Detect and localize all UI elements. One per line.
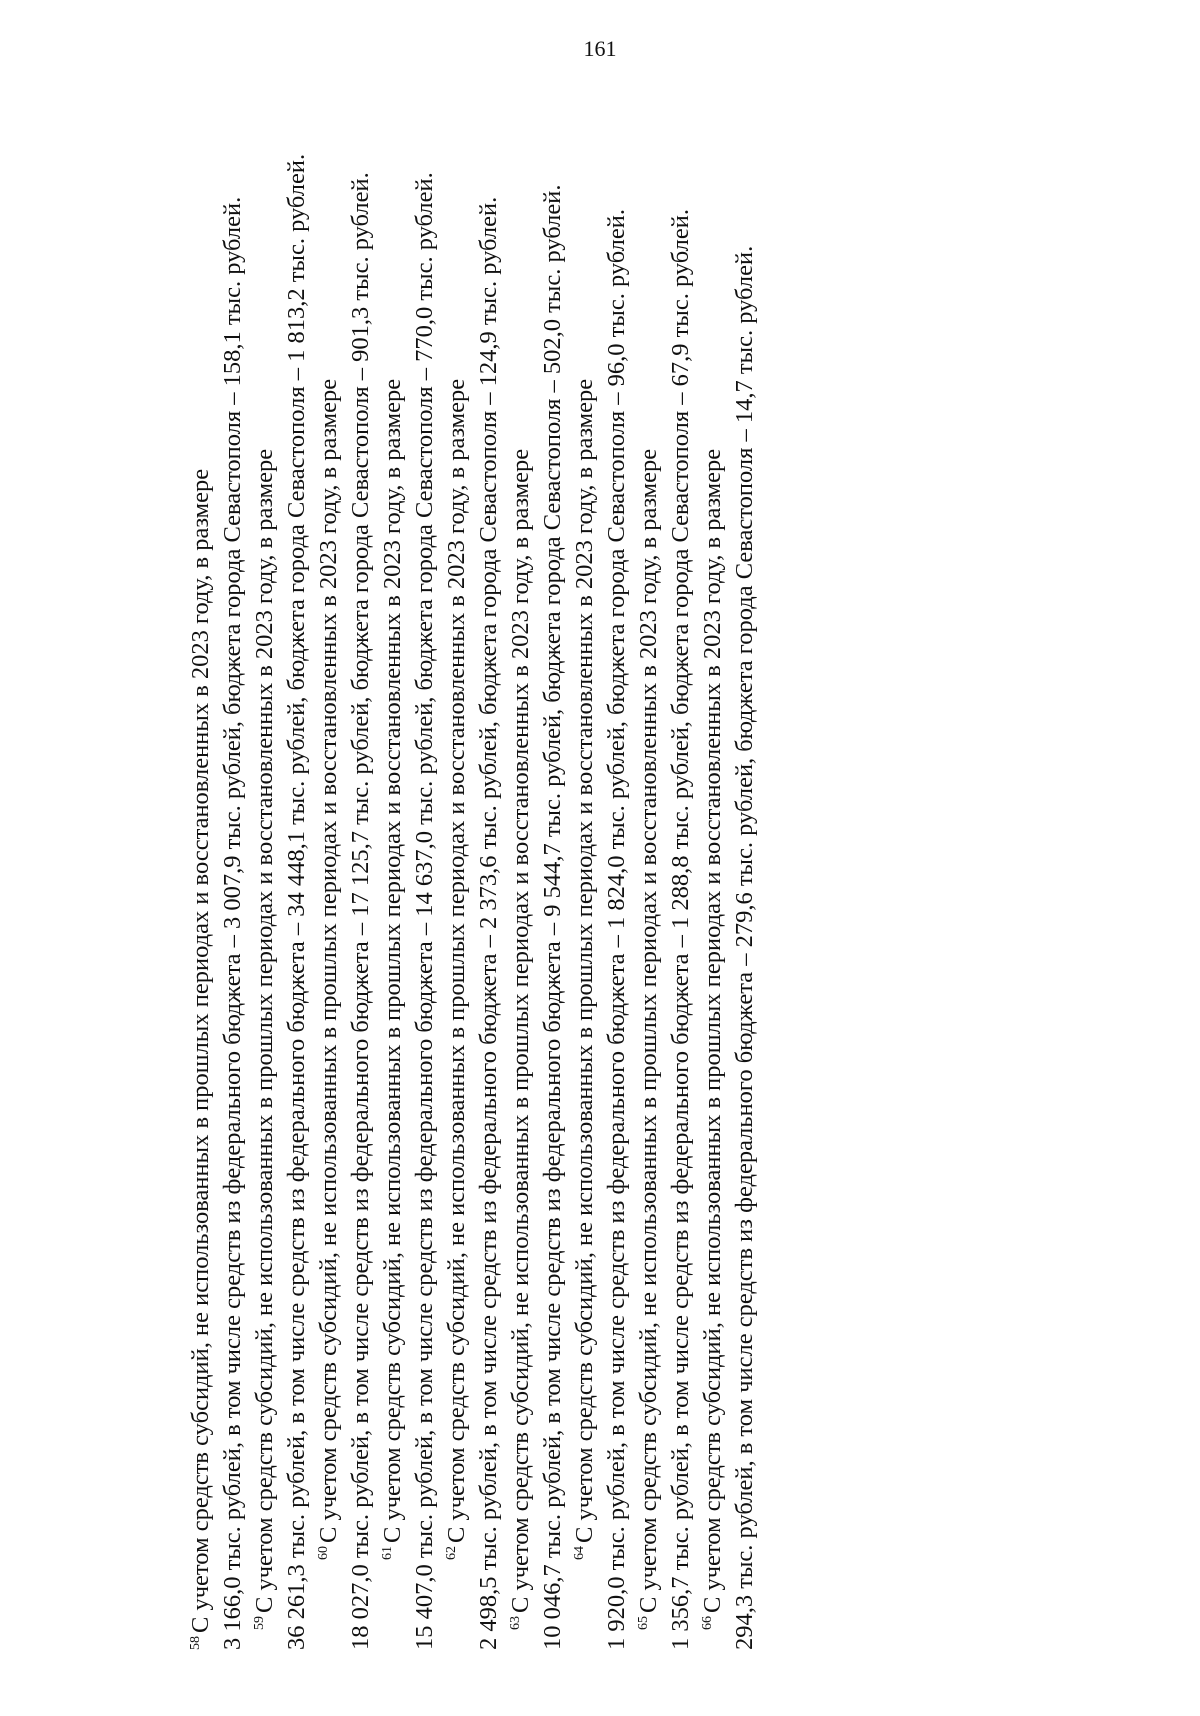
footnote-lead-text: С учетом средств субсидий, не использованных в прошлых периодах и восстановленных в 2023 году, в размере bbox=[443, 378, 470, 1543]
footnote-lead-text: С учетом средств субсидий, не использованных в прошлых периодах и восстановленных в 2023 году, в размере bbox=[635, 448, 662, 1613]
footnote-first-line bbox=[249, 110, 281, 1650]
footnote-lead-text: С учетом средств субсидий, не использованных в прошлых периодах и восстановленных в 2023 году, в размере bbox=[571, 378, 598, 1543]
footnote-lead-text: С учетом средств субсидий, не использованных в прошлых периодах и восстановленных в 2023 году, в размере bbox=[187, 468, 214, 1633]
footnote-first-line bbox=[505, 110, 537, 1650]
footnote-body-text: 1 356,7 тыс. рублей, в том числе средств из федерального бюджета – 1 288,8 тыс. рублей, бюджета города Севастополя – 67,9 тыс. рублей. bbox=[667, 209, 694, 1650]
footnote-58 bbox=[185, 110, 249, 1650]
footnote-61 bbox=[377, 110, 441, 1650]
footnote-lead-text: С учетом средств субсидий, не использованных в прошлых периодах и восстановленных в 2023 году, в размере bbox=[315, 378, 342, 1543]
footnote-number: 66 bbox=[699, 1616, 715, 1630]
footnote-63 bbox=[505, 110, 569, 1650]
footnote-body-text: 10 046,7 тыс. рублей, в том числе средств из федерального бюджета – 9 544,7 тыс. рублей, бюджета города Севастополя – 502,0 тыс. рублей. bbox=[539, 184, 566, 1650]
footnote-first-line bbox=[569, 110, 601, 1650]
footnote-66 bbox=[697, 110, 761, 1650]
footnote-first-line bbox=[441, 110, 473, 1650]
footnote-62 bbox=[441, 110, 505, 1650]
footnote-number: 65 bbox=[635, 1616, 651, 1630]
footnote-body-text: 294,3 тыс. рублей, в том числе средств из федерального бюджета – 279,6 тыс. рублей, бюджета города Севастополя – 14,7 тыс. рублей. bbox=[731, 245, 758, 1650]
footnote-lead-text: С учетом средств субсидий, не использованных в прошлых периодах и восстановленных в 2023 году, в размере bbox=[251, 448, 278, 1613]
footnote-first-line bbox=[185, 110, 217, 1650]
footnote-body-text: 18 027,0 тыс. рублей, в том числе средств из федерального бюджета – 17 125,7 тыс. рублей, бюджета города Севастополя – 901,3 тыс. рублей. bbox=[347, 172, 374, 1650]
footnote-first-line bbox=[377, 110, 409, 1650]
footnote-number: 58 bbox=[187, 1636, 203, 1650]
footnote-65 bbox=[633, 110, 697, 1650]
footnote-lead-text: С учетом средств субсидий, не использованных в прошлых периодах и восстановленных в 2023 году, в размере bbox=[699, 448, 726, 1613]
footnote-body-text: 36 261,3 тыс. рублей, в том числе средств из федерального бюджета – 34 448,1 тыс. рублей, бюджета города Севастополя – 1 813,2 тыс. рублей. bbox=[283, 153, 310, 1650]
footnote-body-text: 3 166,0 тыс. рублей, в том числе средств из федерального бюджета – 3 007,9 тыс. рублей, бюджета города Севастополя – 158,1 тыс. рублей. bbox=[219, 196, 246, 1650]
footnote-60 bbox=[313, 110, 377, 1650]
footnote-lead-text: С учетом средств субсидий, не использованных в прошлых периодах и восстановленных в 2023 году, в размере bbox=[379, 378, 406, 1543]
footnote-59 bbox=[249, 110, 313, 1650]
footnote-number: 59 bbox=[251, 1616, 267, 1630]
footnote-lead-text: С учетом средств субсидий, не использованных в прошлых периодах и восстановленных в 2023 году, в размере bbox=[507, 448, 534, 1613]
footnote-number: 61 bbox=[379, 1546, 395, 1560]
page-number: 161 bbox=[583, 36, 617, 61]
footnote-number: 62 bbox=[443, 1546, 459, 1560]
footnote-number: 63 bbox=[507, 1616, 523, 1630]
footnote-body-text: 1 920,0 тыс. рублей, в том числе средств из федерального бюджета – 1 824,0 тыс. рублей, бюджета города Севастополя – 96,0 тыс. рублей. bbox=[603, 209, 630, 1650]
footnote-number: 60 bbox=[315, 1546, 331, 1560]
footnote-64 bbox=[569, 110, 633, 1650]
footnote-body-text: 15 407,0 тыс. рублей, в том числе средств из федерального бюджета – 14 637,0 тыс. рублей, бюджета города Севастополя – 770,0 тыс. рублей. bbox=[411, 172, 438, 1650]
footnote-body-text: 2 498,5 тыс. рублей, в том числе средств из федерального бюджета – 2 373,6 тыс. рублей, бюджета города Севастополя – 124,9 тыс. рублей. bbox=[475, 196, 502, 1650]
footnotes-block bbox=[185, 110, 761, 1650]
footnote-first-line bbox=[313, 110, 345, 1650]
footnote-number: 64 bbox=[571, 1546, 587, 1560]
footnote-first-line bbox=[697, 110, 729, 1650]
footnote-first-line bbox=[633, 110, 665, 1650]
